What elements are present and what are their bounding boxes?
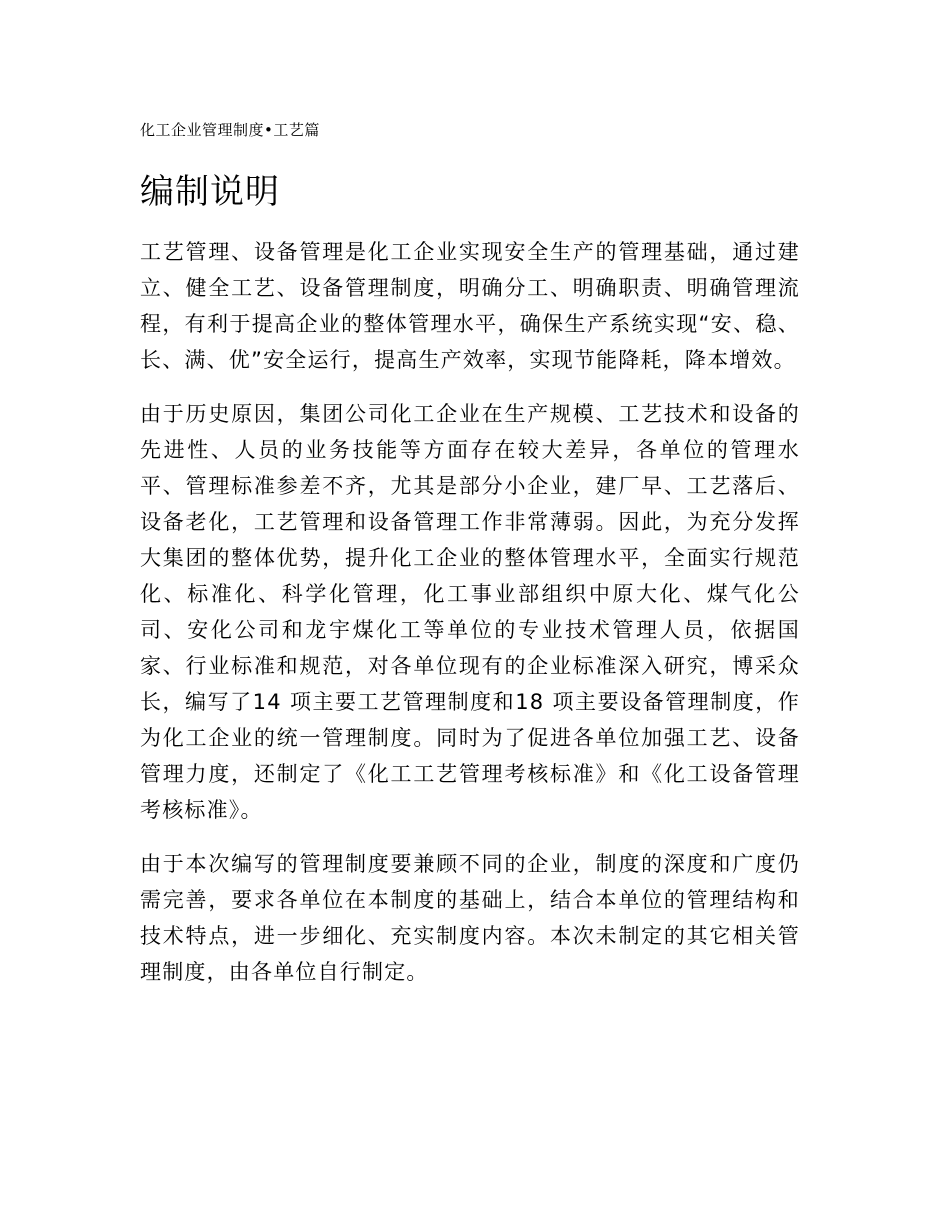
running-header: 化工企业管理制度•工艺篇 [140, 121, 320, 139]
document-content [140, 120, 800, 990]
document-title: 编制说明 [140, 172, 280, 212]
paragraph-1: 工艺管理、设备管理是化工企业实现安全生产的管理基础，通过建立、健全工艺、设备管理制度，明确分工、明确职责、明确管理流程，有利于提高企业的整体管理水平，确保生产系统实现“安、稳、长、满、优”安全运行，提高生产效率，实现节能降耗，降本增效。 [140, 240, 800, 372]
paragraph-2: 由于历史原因，集团公司化工企业在生产规模、工艺技术和设备的先进性、人员的业务技能等方面存在较大差异，各单位的管理水平、管理标准参差不齐，尤其是部分小企业，建厂早、工艺落后、设备老化，工艺管理和设备管理工作非常薄弱。因此，为充分发挥大集团的整体优势，提升化工企业的整体管理水平，全面实行规范化、标准化、科学化管理，化工事业部组织中原大化、煤气化公司、安化公司和龙宇煤化工等单位的专业技术管理人员，依据国家、行业标准和规范，对各单位现有的企业标准深入研究，博采众长，编写了14 项主要工艺管理制度和18 项主要设备管理制度，作为化工企业的统一管理制度。同时为了促进各单位加强工艺、设备管理力度，还制定了《化工工艺管理考核标准》和《化工设备管理考核标准》。 [140, 402, 800, 822]
paragraph-3: 由于本次编写的管理制度要兼顾不同的企业，制度的深度和广度仍需完善，要求各单位在本制度的基础上，结合本单位的管理结构和技术特点，进一步细化、充实制度内容。本次未制定的其它相关管理制度，由各单位自行制定。 [140, 852, 800, 984]
